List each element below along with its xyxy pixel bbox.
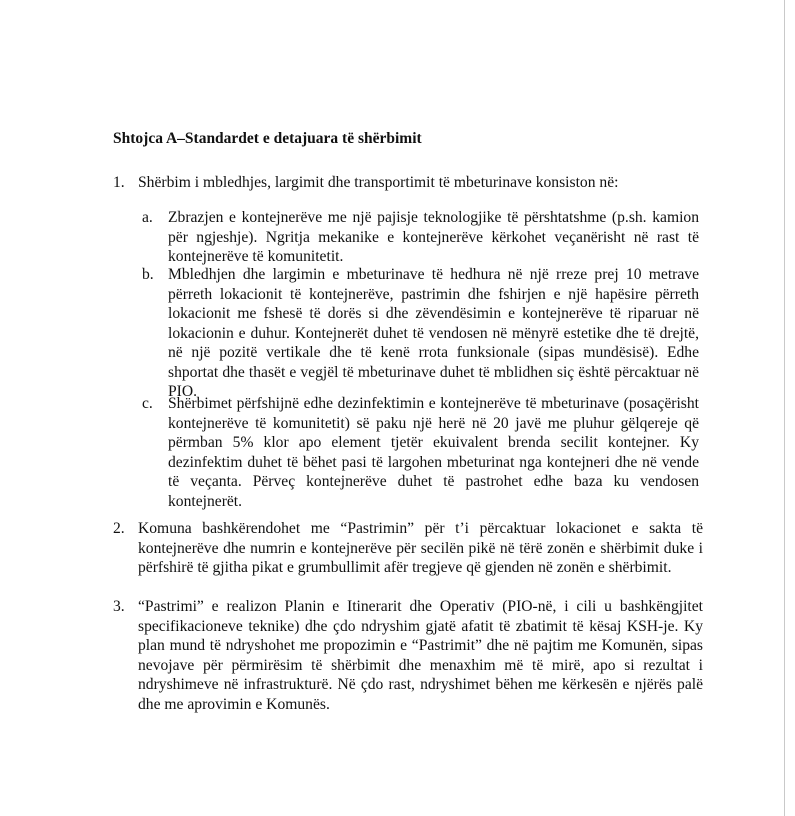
sub-item-letter: c. xyxy=(142,395,153,412)
list-item-text: Komuna bashkërendohet me “Pastrimin” për t’i përcaktuar lokacionet e sakta të kontejnerëve dhe numrin e kontejnerëve për secilën pikë në tërë zonën e shërbimit duke i përfshirë të gjitha pikat e grumbullimit afër tregjeve që gjenden në zonën e shërbimit. xyxy=(138,520,703,576)
sub-item-c xyxy=(142,394,699,511)
sub-item-a xyxy=(142,208,699,267)
list-item-3 xyxy=(113,597,703,714)
section-heading: Shtojca A–Standardet e detajuara të shërbimit xyxy=(113,130,422,147)
list-item-number: 1. xyxy=(113,174,125,191)
sub-item-text: Mbledhjen dhe largimin e mbeturinave të hedhura në një rreze prej 10 metrave përreth lokacionit të kontejnerëve, pastrimin dhe fshirjen e një hapësire përreth lokacionit me fshesë të dorës si dhe zëvendësimin e kontejnerëve të riparuar në lokacionin e duhur. Kontejnerët duhet të vendosen në mënyrë estetike dhe të drejtë, në një pozitë vertikale dhe të kenë rrota funksionale (sipas mundësisë). Edhe shportat dhe thasët e vegjël të mbeturinave duhet të mblidhen siç është përcaktuar në PIO. xyxy=(168,266,699,400)
list-item-1 xyxy=(113,173,703,193)
list-item-text: Shërbim i mbledhjes, largimit dhe transportimit të mbeturinave konsiston në: xyxy=(138,174,619,191)
list-item-number: 2. xyxy=(113,520,125,537)
sub-item-letter: a. xyxy=(142,209,153,226)
sub-item-text: Zbrazjen e kontejnerëve me një pajisje teknologjike të përshtatshme (p.sh. kamion për ngjeshje). Ngritja mekanike e kontejnerëve kërkohet veçanërisht në rast të kontejnerëve të komunitetit. xyxy=(168,209,699,265)
list-item-number: 3. xyxy=(113,598,125,615)
sub-item-b xyxy=(142,265,699,402)
list-item-text: “Pastrimi” e realizon Planin e Itinerarit dhe Operativ (PIO-në, i cili u bashkëngjitet specifikacioneve teknike) dhe çdo ndryshim gjatë afatit të zbatimit të kësaj KSH-je. Ky plan mund të ndryshohet me propozimin e “Pastrimit” dhe në pajtim me Komunën, sipas nevojave për përmirësim të shërbimit dhe menaxhim më të mirë, apo si rezultat i ndryshimeve në infrastrukturë. Në çdo rast, ndryshimet bëhen me kërkesën e njërës palë dhe me aprovimin e Komunës. xyxy=(138,598,703,713)
sub-item-text: Shërbimet përfshijnë edhe dezinfektimin e kontejnerëve të mbeturinave (posaçërisht kontejnerëve të komunitetit) së paku një herë në 20 javë me pluhur gëlqereje që përmban 5% klor apo element tjetër ekuivalent brenda secilit kontejner. Ky dezinfektim duhet të bëhet pasi të largohen mbeturinat nga kontejneri dhe në vende të veçanta. Përveç kontejnerëve duhet të pastrohet edhe baza ku vendosen kontejnerët. xyxy=(168,395,699,510)
list-item-2 xyxy=(113,519,703,578)
sub-item-letter: b. xyxy=(142,266,154,283)
